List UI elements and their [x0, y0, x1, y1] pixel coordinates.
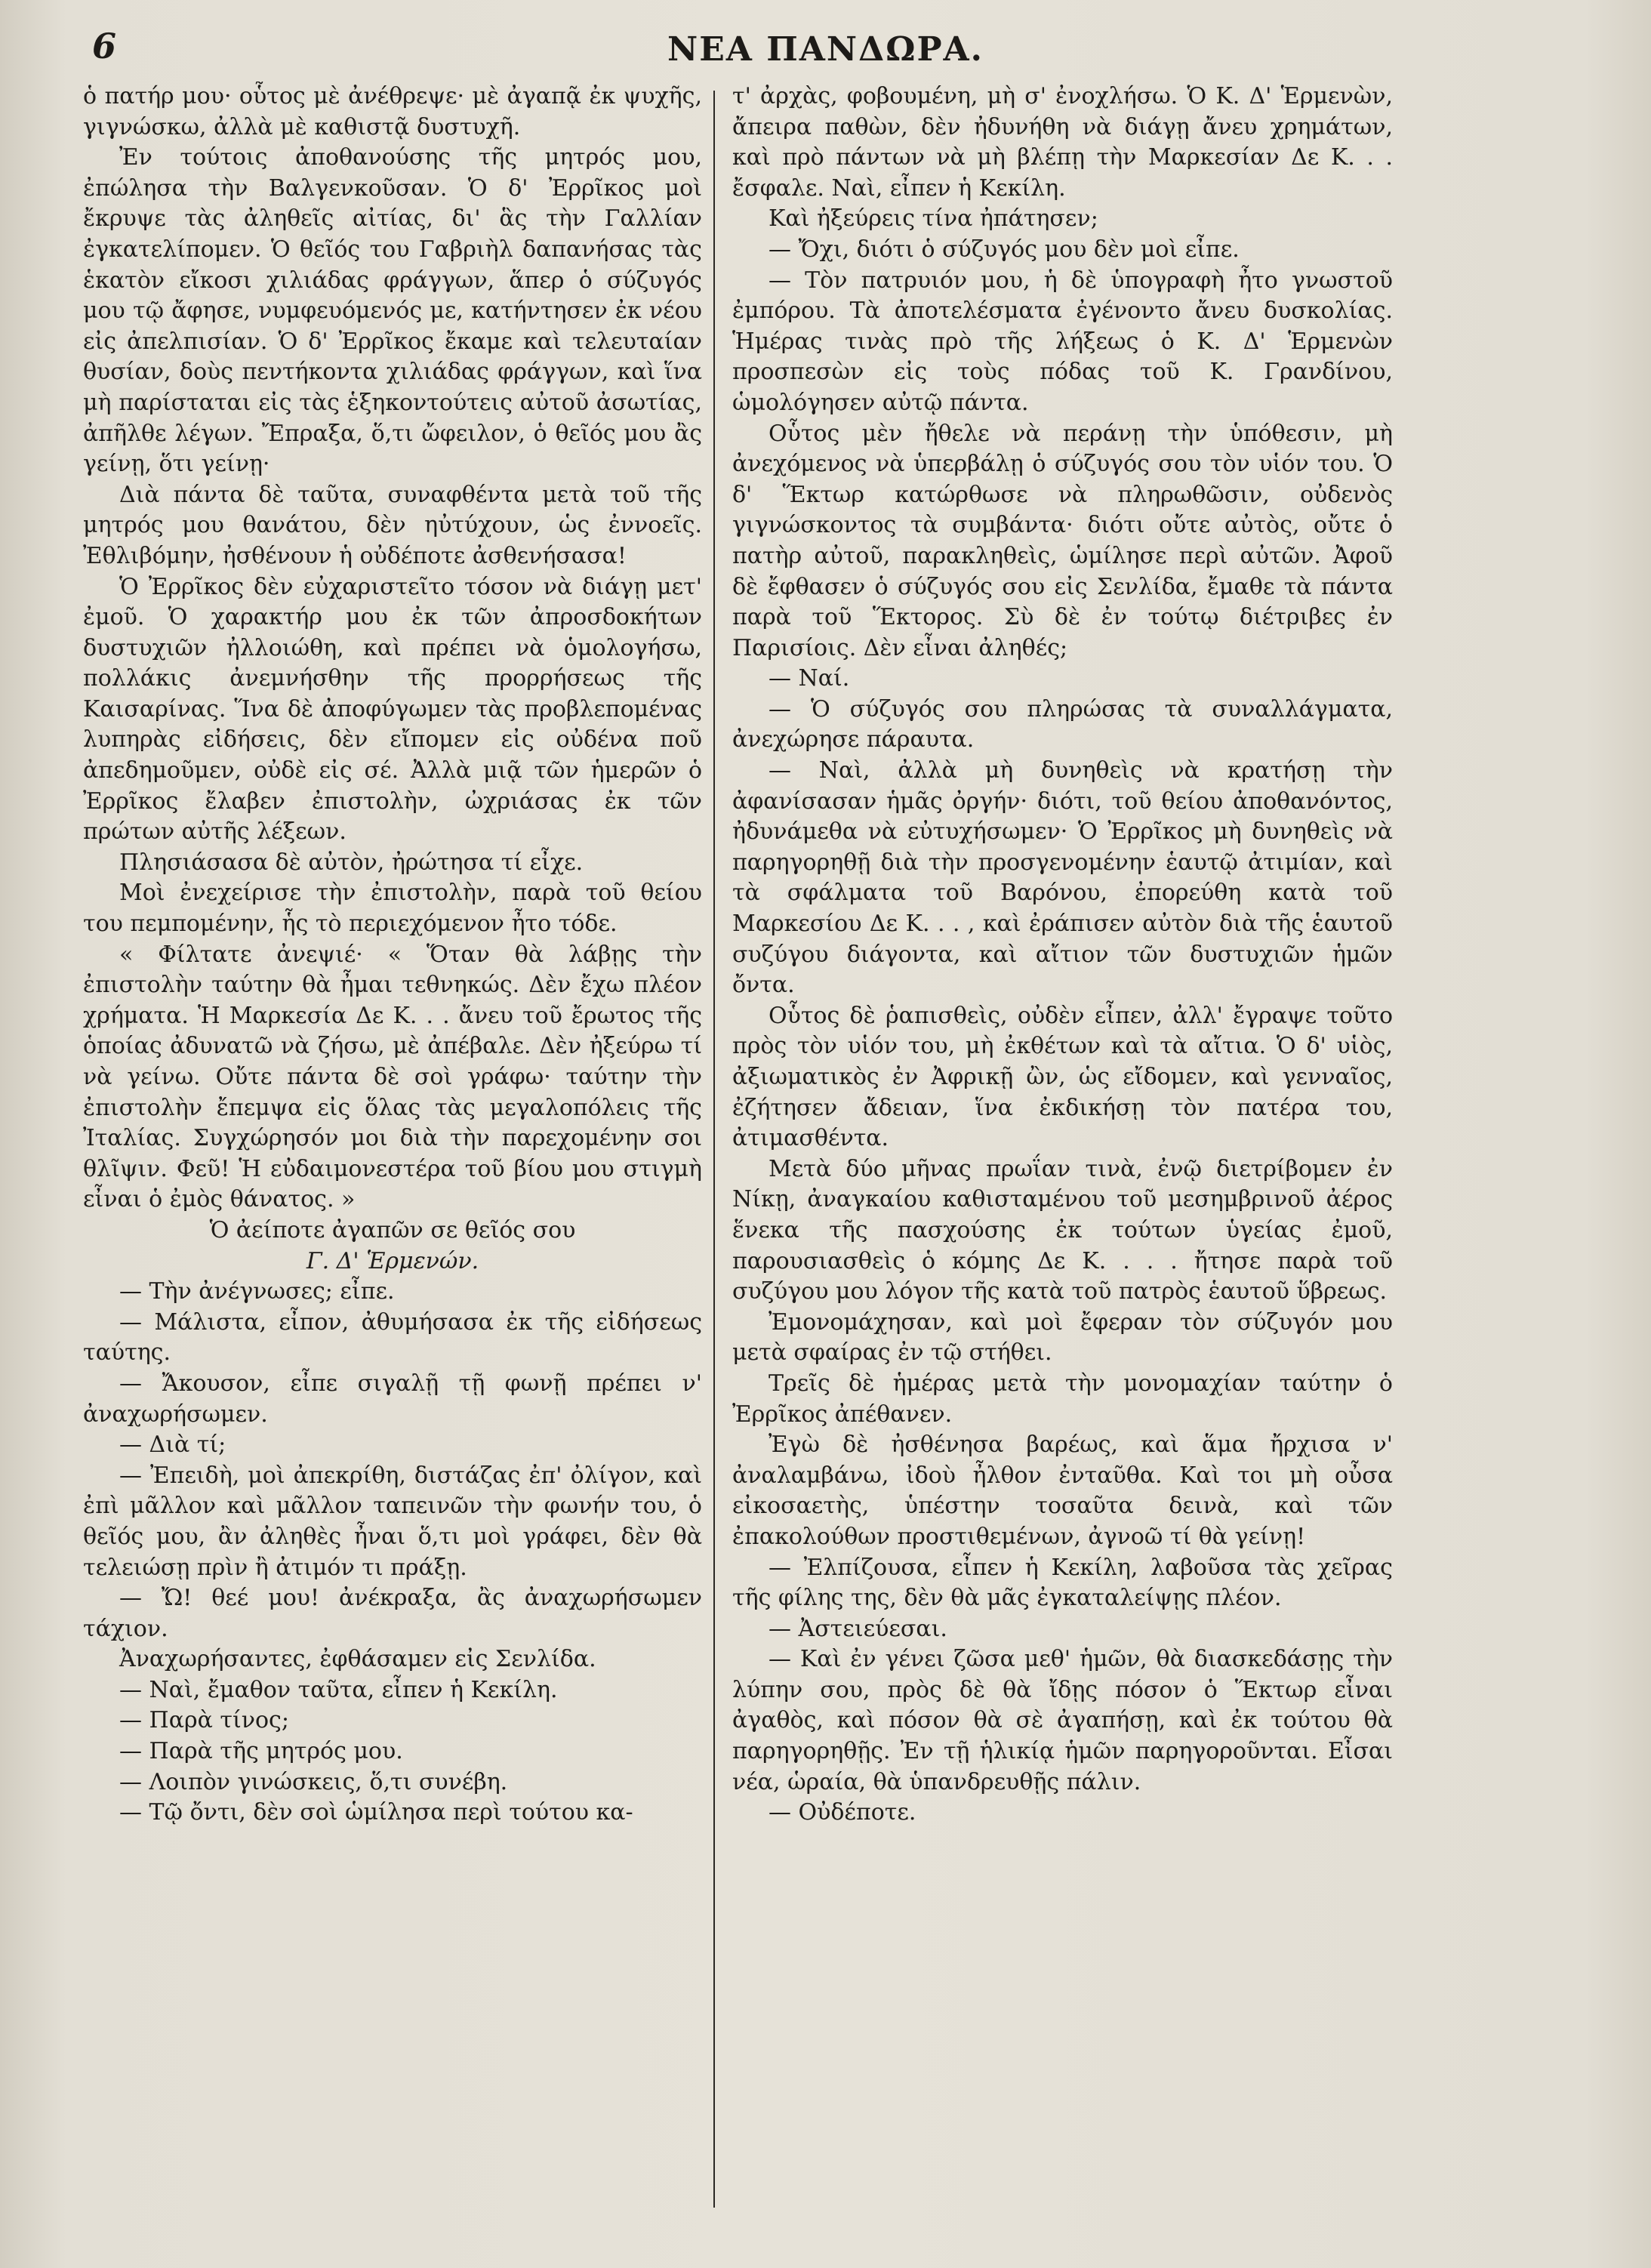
paragraph: Μετὰ δύο μῆνας πρωΐαν τινὰ, ἐνῷ διετρίβομεν ἐν Νίκῃ, ἀναγκαίου καθισταμένου τοῦ μεσημβρινοῦ ἀέρος ἕνεκα τῆς πασχούσης ἐκ τούτων ὑγείας ἐμοῦ, παρουσιασθεὶς ὁ κόμης Δε Κ. . . . ἤτησε παρὰ τοῦ συζύγου μου λόγον τῆς κατὰ τοῦ πατρὸς ἑαυτοῦ ὕβρεως.	[732, 1155, 1393, 1305]
paragraph: — Ἐλπίζουσα, εἶπεν ἡ Κεκίλη, λαβοῦσα τὰς χεῖρας τῆς φίλης της, δὲν θὰ μᾶς ἐγκαταλείψῃς πλέον.	[732, 1554, 1393, 1612]
paragraph: — Ἄκουσον, εἶπε σιγαλῇ τῇ φωνῇ πρέπει ν' ἀναχωρήσωμεν.	[83, 1370, 702, 1428]
paragraph: Τρεῖς δὲ ἡμέρας μετὰ τὴν μονομαχίαν ταύτην ὁ Ἐρρῖκος ἀπέθανεν.	[732, 1370, 1393, 1428]
paragraph: — Ναὶ, ἔμαθον ταῦτα, εἶπεν ἡ Κεκίλη.	[119, 1676, 558, 1703]
paragraph: Διὰ πάντα δὲ ταῦτα, συναφθέντα μετὰ τοῦ τῆς μητρός μου θανάτου, δὲν ηὐτύχουν, ὡς ἐννοεῖς. Ἐθλιβόμην, ἠσθένουν ἡ οὐδέποτε ἀσθενήσασα!	[83, 481, 702, 569]
page-header	[83, 21, 1568, 74]
paragraph: Μοὶ ἐνεχείρισε τὴν ἐπιστολὴν, παρὰ τοῦ θείου του πεμπομένην, ἧς τὸ περιεχόμενον ἦτο τόδε.	[83, 880, 702, 938]
paragraph: Οὗτος μὲν ἤθελε νὰ περάνῃ τὴν ὑπόθεσιν, μὴ ἀνεχόμενος νὰ ὑπερβάλῃ ὁ σύζυγός σου τὸν υἱόν του. Ὁ δ' Ἕκτωρ κατώρθωσε νὰ πληρωθῶσιν, οὐδενὸς γιγνώσκοντος τὰ συμβάντα· διότι οὔτε αὐτὸς, οὔτε ὁ πατὴρ αὐτοῦ, παρακληθεὶς, ὡμίλησε περὶ αὐτῶν. Ἀφοῦ δὲ ἔφθασεν ὁ σύζυγός σου εἰς Σενλίδα, ἔμαθε τὰ πάντα παρὰ τοῦ Ἕκτορος. Σὺ δὲ ἐν τούτῳ διέτριβες ἐν Παρισίοις. Δὲν εἶναι ἀληθές;	[732, 420, 1393, 661]
paragraph: — Ὁ σύζυγός σου πληρώσας τὰ συναλλάγματα, ἀνεχώρησε πάραυτα.	[732, 695, 1393, 753]
paragraph: — Παρὰ τίνος;	[119, 1707, 289, 1734]
paragraph: — Ναὶ, ἀλλὰ μὴ δυνηθεὶς νὰ κρατήσῃ τὴν ἀφανίσασαν ἡμᾶς ὀργήν· διότι, τοῦ θείου ἀποθανόντος, ἠδυνάμεθα νὰ εὐτυχήσωμεν· Ὁ Ἐρρῖκος μὴ δυνηθεὶς νὰ παρηγορηθῇ διὰ τὴν προσγενομένην ἑαυτῷ ἀτιμίαν, καὶ τὰ σφάλματα τοῦ Βαρόνου, ἐπορεύθη κατὰ τοῦ Μαρκεσίου Δε Κ. . . , καὶ ἐράπισεν αὐτὸν διὰ τῆς ἑαυτοῦ συζύγου διάγοντα, καὶ αἴτιον τῶν δυστυχιῶν ἡμῶν ὄντα.	[732, 757, 1393, 999]
paragraph: Οὗτος δὲ ῥαπισθεὶς, οὐδὲν εἶπεν, ἀλλ' ἔγραψε τοῦτο πρὸς τὸν υἱόν του, μὴ ἐκθέτων καὶ τὰ αἴτια. Ὁ δ' υἱὸς, ἀξιωματικὸς ἐν Ἀφρικῇ ὢν, ὡς εἴδομεν, καὶ γενναῖος, ἐζήτησεν ἄδειαν, ἵνα ἐκδικήσῃ τὸν πατέρα του, ἀτιμασθέντα.	[732, 1002, 1393, 1152]
paragraph: — Ναί.	[769, 665, 850, 692]
paragraph: — Λοιπὸν γινώσκεις, ὅ,τι συνέβη.	[119, 1768, 508, 1795]
paragraph: Πλησιάσασα δὲ αὐτὸν, ἠρώτησα τί εἶχε.	[119, 849, 584, 876]
left-column	[83, 82, 702, 2223]
paragraph: Ἐν τούτοις ἀποθανούσης τῆς μητρός μου, ἐπώλησα τὴν Βαλγενκοῦσαν. Ὁ δ' Ἐρρῖκος μοὶ ἔκρυψε τὰς ἀληθεῖς αἰτίας, δι' ἃς τὴν Γαλλίαν ἐγκατελίπομεν. Ὁ θεῖός του Γαβριὴλ δαπανήσας τὰς ἑκατὸν εἴκοσι χιλιάδας φράγγων, ἅπερ ὁ σύζυγός μου τῷ ἄφησε, νυμφευόμενός με, κατήντησεν ἐκ νέου εἰς ἀπελπισίαν. Ὁ δ' Ἐρρῖκος ἔκαμε καὶ τελευταίαν θυσίαν, δοὺς πεντήκοντα χιλιάδας φράγγων, καὶ ἵνα μὴ παρίσταται εἰς τὰς ἑξηκοντούτεις αὐτοῦ ἀσωτίας, ἀπῆλθε λέγων. Ἔπραξα, ὅ,τι ὤφειλον, ὁ θεῖός μου ἂς γείνῃ, ὅτι γείνῃ·	[83, 144, 702, 478]
paragraph: Ὁ ἀείποτε ἀγαπῶν σε θεῖός σου	[209, 1216, 576, 1243]
paragraph: — Οὐδέποτε.	[769, 1799, 916, 1826]
right-column	[732, 82, 1393, 2223]
paragraph: — Ὄχι, διότι ὁ σύζυγός μου δὲν μοὶ εἶπε.	[769, 236, 1240, 263]
paragraph: — Ἀστειεύεσαι.	[769, 1615, 947, 1642]
paragraph: — Ὤ! θεέ μου! ἀνέκραξα, ἂς ἀναχωρήσωμεν τάχιον.	[83, 1585, 702, 1642]
paragraph: — Ἐπειδὴ, μοὶ ἀπεκρίθη, διστάζας ἐπ' ὀλίγον, καὶ ἐπὶ μᾶλλον καὶ μᾶλλον ταπεινῶν τὴν φωνήν του, ὁ θεῖός μου, ἂν ἀληθὲς ἦναι ὅ,τι μοὶ γράφει, δὲν θὰ τελειώσῃ πρὶν ἢ ἀτιμόν τι πράξῃ.	[83, 1462, 702, 1581]
paragraph: Ὁ Ἐρρῖκος δὲν εὐχαριστεῖτο τόσον νὰ διάγῃ μετ' ἐμοῦ. Ὁ χαρακτήρ μου ἐκ τῶν ἀπροσδοκήτων δυστυχιῶν ἠλλοιώθη, καὶ πρέπει νὰ ὁμολογήσω, πολλάκις ἀνεμνήσθην τῆς προρρήσεως τῆς Καισαρίνας. Ἵνα δὲ ἀποφύγωμεν τὰς προβλεπομένας λυπηρὰς εἰδήσεις, δὲν εἴπομεν εἰς οὐδένα ποῦ ἀπεδημοῦμεν, οὐδὲ εἰς σέ. Ἀλλὰ μιᾷ τῶν ἡμερῶν ὁ Ἐρρῖκος ἔλαβεν ἐπιστολὴν, ὠχριάσας ἐκ τῶν πρώτων αὐτῆς λέξεων.	[83, 573, 702, 846]
paragraph: Ἐγὼ δὲ ἠσθένησα βαρέως, καὶ ἅμα ἤρχισα ν' ἀναλαμβάνω, ἰδοὺ ἦλθον ἐνταῦθα. Καὶ τοι μὴ οὖσα εἰκοσαετὴς, ὑπέστην τοσαῦτα δεινὰ, καὶ τῶν ἐπακολούθων προστιθεμένων, ἀγνοῶ τί θὰ γείνῃ!	[732, 1431, 1393, 1550]
paragraph: — Τῷ ὄντι, δὲν σοὶ ὡμίλησα περὶ τούτου κα-	[119, 1799, 633, 1826]
paragraph: ὁ πατήρ μου· οὗτος μὲ ἀνέθρεψε· μὲ ἀγαπᾷ ἐκ ψυχῆς, γιγνώσκω, ἀλλὰ μὲ καθιστᾷ δυστυχῆ.	[83, 83, 702, 140]
paragraph: Ἐμονομάχησαν, καὶ μοὶ ἔφεραν τὸν σύζυγόν μου μετὰ σφαίρας ἐν τῷ στήθει.	[732, 1308, 1393, 1367]
paragraph: — Τὸν πατρυιόν μου, ἡ δὲ ὑπογραφὴ ἦτο γνωστοῦ ἐμπόρου. Τὰ ἀποτελέσματα ἐγένοντο ἄνευ δυσκολίας. Ἡμέρας τινὰς πρὸ τῆς λήξεως ὁ Κ. Δ' Ἑρμενὼν προσπεσὼν εἰς τοὺς πόδας τοῦ Κ. Γρανδίνου, ὡμολόγησεν αὐτῷ πάντα.	[732, 267, 1393, 416]
paragraph: — Μάλιστα, εἶπον, ἀθυμήσασα ἐκ τῆς εἰδήσεως ταύτης.	[83, 1308, 702, 1367]
paragraph: Καὶ ἠξεύρεις τίνα ἠπάτησεν;	[769, 205, 1098, 233]
page-number: 6	[92, 26, 117, 66]
paragraph: Ἀναχωρήσαντες, ἐφθάσαμεν εἰς Σενλίδα.	[119, 1646, 596, 1673]
paragraph: — Παρὰ τῆς μητρός μου.	[119, 1738, 403, 1765]
paragraph: — Διὰ τί;	[119, 1431, 226, 1459]
column-divider	[713, 91, 715, 2208]
paragraph: Γ. Δ' Ἑρμενών.	[306, 1247, 479, 1274]
running-title: ΝΕΑ ΠΑΝΔΩΡΑ.	[667, 30, 984, 69]
paragraph: — Καὶ ἐν γένει ζῶσα μεθ' ἡμῶν, θὰ διασκεδάσῃς τὴν λύπην σου, πρὸς δὲ θὰ ἴδῃς πόσον ὁ Ἕκτωρ εἶναι ἀγαθὸς, καὶ πόσον θὰ σὲ ἀγαπήσῃ, καὶ ἐκ τούτου θὰ παρηγορηθῇς. Ἐν τῇ ἡλικίᾳ ἡμῶν παρηγοροῦνται. Εἶσαι νέα, ὡραία, θὰ ὑπανδρευθῇς πάλιν.	[732, 1646, 1393, 1795]
paragraph: — Τὴν ἀνέγνωσες; εἶπε.	[119, 1278, 395, 1305]
paragraph: τ' ἀρχὰς, φοβουμένη, μὴ σ' ἐνοχλήσω. Ὁ Κ. Δ' Ἑρμενὼν, ἄπειρα παθὼν, δὲν ἠδυνήθη νὰ διάγῃ ἄνευ χρημάτων, καὶ πρὸ πάντων νὰ μὴ βλέπῃ τὴν Μαρκεσίαν Δε Κ. . . ἔσφαλε. Ναὶ, εἶπεν ἡ Κεκίλη.	[732, 83, 1393, 202]
paragraph: « Φίλτατε ἀνεψιέ· « Ὅταν θὰ λάβῃς τὴν ἐπιστολὴν ταύτην θὰ ἦμαι τεθνηκώς. Δὲν ἔχω πλέον χρήματα. Ἡ Μαρκεσία Δε Κ. . . ἄνευ τοῦ ἔρωτος τῆς ὁποίας ἀδυνατῶ νὰ ζήσω, μὲ ἀπέβαλε. Δὲν ἠξεύρω τί νὰ γείνω. Οὔτε πάντα δὲ σοὶ γράφω· ταύτην τὴν ἐπιστολὴν ἔπεμψα εἰς ὅλας τὰς μεγαλοπόλεις τῆς Ἰταλίας. Συγχώρησόν μοι διὰ τὴν παρεχομένην σοι θλῖψιν. Φεῦ! Ἡ εὐδαιμονεστέρα τοῦ βίου μου στιγμὴ εἶναι ὁ ἐμὸς θάνατος. »	[83, 941, 702, 1213]
